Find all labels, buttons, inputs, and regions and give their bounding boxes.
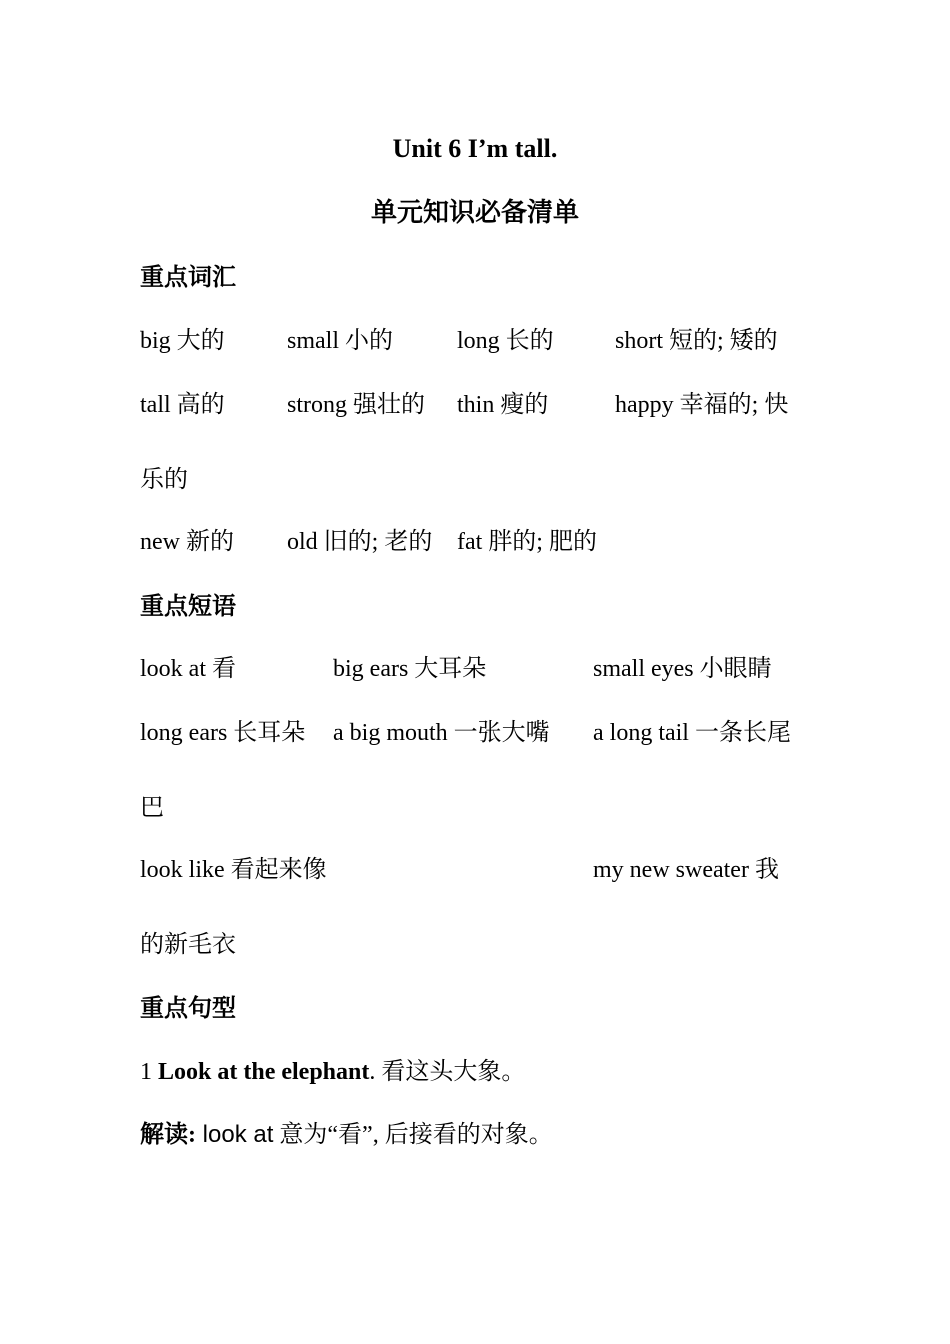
vocab-item: old 旧的; 老的: [287, 529, 433, 555]
vocab-item: big 大的: [140, 328, 225, 354]
phrase-item: small eyes 小眼睛: [593, 656, 772, 682]
vocab-item: new 新的: [140, 529, 234, 555]
note-english: look at: [196, 1121, 274, 1148]
sentence-number: 1: [140, 1059, 158, 1085]
page-subtitle: 单元知识必备清单: [370, 198, 579, 227]
sentence-item: [140, 1060, 525, 1084]
vocab-item: happy 幸福的; 快: [615, 392, 789, 418]
sentence-note: [140, 1123, 553, 1147]
sentences-heading: 重点句型: [140, 996, 236, 1022]
vocab-item: fat 胖的; 肥的: [457, 529, 597, 555]
phrase-item-continuation: 巴: [140, 795, 164, 821]
vocab-item: thin 瘦的: [457, 392, 549, 418]
note-label: 解读:: [140, 1122, 196, 1148]
phrase-item: look like 看起来像: [140, 857, 327, 883]
phrase-item: look at 看: [140, 656, 236, 682]
page-title: Unit 6 I’m tall.: [392, 134, 558, 163]
vocab-item: strong 强壮的: [287, 392, 425, 418]
phrase-item: my new sweater 我: [593, 857, 779, 883]
vocab-heading: 重点词汇: [140, 265, 236, 291]
phrase-item: big ears 大耳朵: [333, 656, 487, 682]
sentence-translation: . 看这头大象。: [369, 1059, 526, 1085]
phrases-heading: 重点短语: [140, 594, 236, 620]
vocab-item-continuation: 乐的: [140, 467, 188, 493]
phrase-item: a big mouth 一张大嘴: [333, 720, 550, 746]
note-text: 意为“看”, 后接看的对象。: [273, 1122, 553, 1148]
vocab-item: tall 高的: [140, 392, 225, 418]
vocab-item: long 长的: [457, 328, 554, 354]
sentence-english: Look at the elephant: [158, 1059, 370, 1085]
phrase-item: long ears 长耳朵: [140, 720, 306, 746]
vocab-item: small 小的: [287, 328, 393, 354]
vocab-item: short 短的; 矮的: [615, 328, 778, 354]
phrase-item-continuation: 的新毛衣: [140, 932, 236, 958]
phrase-item: a long tail 一条长尾: [593, 720, 791, 746]
